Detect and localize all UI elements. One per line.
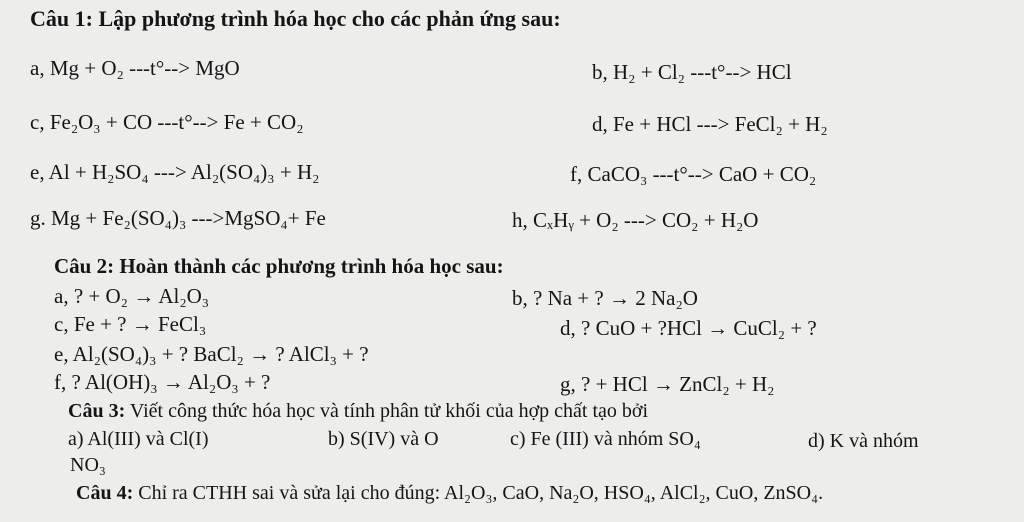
- q3-item-b: b) S(IV) và O: [328, 428, 439, 450]
- q2-item-b: b, ? Na + ? → 2 Na₂O: [512, 286, 698, 310]
- question-1-heading: Câu 1: Lập phương trình hóa học cho các phản ứng sau:: [30, 6, 561, 31]
- q1-item-g: g. Mg + Fe₂(SO₄)₃ --->MgSO₄+ Fe: [30, 206, 326, 230]
- q2-item-e: e, Al₂(SO₄)₃ + ? BaCl₂ → ? AlCl₃ + ?: [54, 342, 369, 366]
- q2-item-a: a, ? + O₂ → Al₂O₃: [54, 284, 210, 308]
- q1-item-e: e, Al + H₂SO₄ ---> Al₂(SO₄)₃ + H₂: [30, 160, 320, 184]
- q1-item-b: b, H₂ + Cl₂ ---t°--> HCl: [592, 60, 792, 84]
- q1-item-a: a, Mg + O₂ ---t°--> MgO: [30, 56, 240, 80]
- q3-item-c: c) Fe (III) và nhóm SO₄: [510, 428, 701, 450]
- question-number-label: Câu 4:: [76, 482, 134, 504]
- question-number-label: Câu 3:: [68, 400, 126, 422]
- question-4-heading: Câu 4: Chỉ ra CTHH sai và sửa lại cho đúng: Al₂O₃, CaO, Na₂O, HSO₄, AlCl₂, CuO, ZnSO₄.: [76, 482, 824, 504]
- q2-item-c: c, Fe + ? → FeCl₃: [54, 312, 207, 336]
- q3-item-a: a) Al(III) và Cl(I): [68, 428, 209, 450]
- q3-item-d: d) K và nhóm: [808, 430, 919, 452]
- question-3-heading: Câu 3: Viết công thức hóa học và tính phân tử khối của hợp chất tạo bởi: [68, 400, 649, 422]
- q2-item-f: f, ? Al(OH)₃ → Al₂O₃ + ?: [54, 370, 271, 394]
- q1-item-c: c, Fe₂O₃ + CO ---t°--> Fe + CO₂: [30, 110, 304, 134]
- question-2-heading: Câu 2: Hoàn thành các phương trình hóa học sau:: [54, 254, 504, 278]
- q2-item-d: d, ? CuO + ?HCl → CuCl₂ + ?: [560, 316, 817, 340]
- q1-item-f: f, CaCO₃ ---t°--> CaO + CO₂: [570, 162, 817, 186]
- q1-item-d: d, Fe + HCl ---> FeCl₂ + H₂: [592, 112, 828, 136]
- q3-item-d-continued: NO₃: [70, 454, 106, 476]
- q2-item-g: g, ? + HCl → ZnCl₂ + H₂: [560, 372, 775, 396]
- q1-item-h: h, CₓHᵧ + O₂ ---> CO₂ + H₂O: [512, 208, 759, 232]
